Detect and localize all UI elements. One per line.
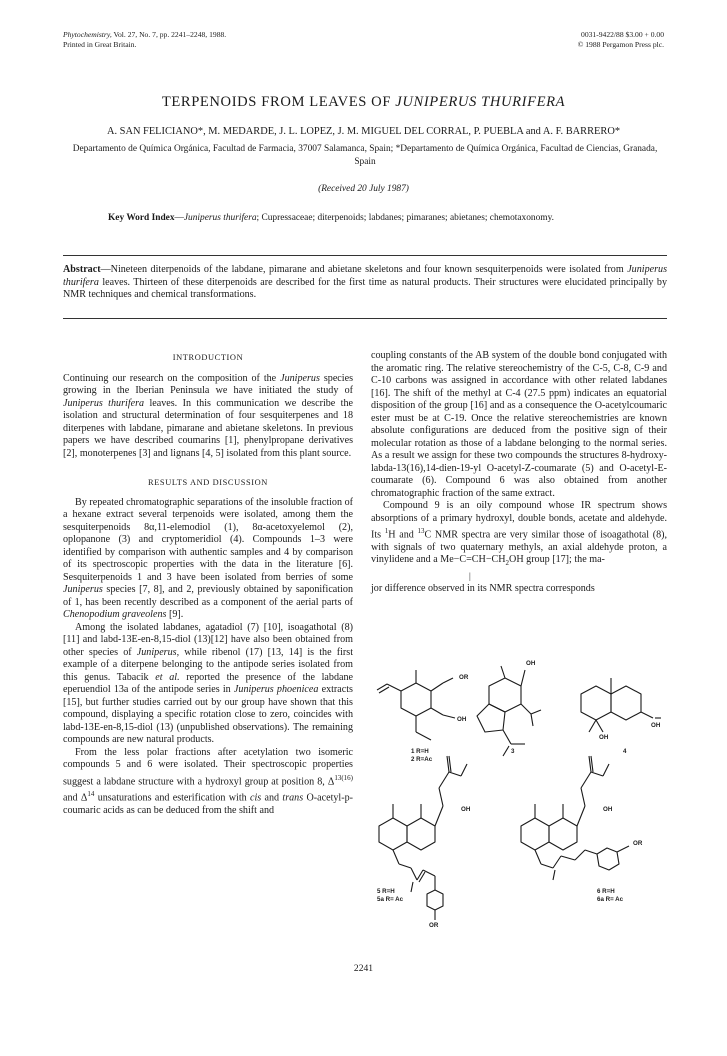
compound-3-label: 3 (511, 748, 515, 755)
author-list: A. SAN FELICIANO*, M. MEDARDE, J. L. LOPEZ, J. M. MIGUEL DEL CORRAL, P. PUEBLA and A. F. BARRERO* (106, 126, 621, 137)
keyword-species: Juniperus thurifera (183, 213, 257, 223)
compound-1-label: 1 R=H (411, 748, 429, 755)
journal-citation: Vol. 27, No. 7, pp. 2241–2248, 1988. (111, 30, 227, 39)
label-oh-3: OH (526, 660, 536, 667)
results-paragraph-1: By repeated chromatographic separations of the insoluble fraction of a hexane extract several terpenoids were isolated, among them the sesquiterpenoids 8α,11-elemodiol (1), 8α-acetoxyelemol (2), oplopanone (3) and cryptomeridiol (4). Compounds 1–3 were identified by comparison with authentic samples and 4 by comparison of its spectroscopic properties with the data in the literature [6]. Sesquiterpenoids 1 and 3 have been isolated from berries of some Juniperus species [7, 8], and 2, previously obtained by saponification of 1, has been recently described as a component of the aerial parts of Chenopodium graveolens [9]. (63, 496, 353, 620)
structure-figure (371, 656, 667, 946)
label-or-6: OR (633, 840, 643, 847)
right-paragraph-1: coupling constants of the AB system of the double bond conjugated with the aromatic ring. The relative stereochemistry of the C-5, C-8, C-9 and C-10 carbons was assigned in accordance with other related labdanes [16]. The shift of the methyl at C-4 (27.5 ppm) indicates an equatorial disposition of the group [16] and as a consequence the O-acetylcoumaric ester must be at C-19. Once the relative stereochemistries are known absolute configurations are deduced from the positive sign of their molecular rotation as those of a labdane belonging to the normal series. As a result we assign for these two compounds the structures 8-hydroxy-labda-13(16),14-dien-19-yl O-acetyl-Z-coumarate (5) and O-acetyl-E-coumarate (6). Compound 6 was also obtained from another chromatographic fraction of the same extract. (371, 350, 667, 499)
compound-6-label: 6 R=H (597, 888, 615, 895)
right-paragraph-2-cont: | (469, 570, 471, 581)
abstract (63, 264, 667, 302)
right-column (371, 350, 667, 596)
copyright: © 1988 Pergamon Press plc. (577, 39, 664, 49)
abstract-species: Juniperus thurifera (63, 264, 667, 288)
printed-note: Printed in Great Britain. (63, 39, 137, 49)
structure-3 (477, 666, 541, 756)
results-paragraph-2: Among the isolated labdanes, agatadiol (7) [10], isoagathotal (8) [11] and labd-13E-en-8,15-diol (13)[12] have also been obtained from other species of Juniperus, while ribenol (17) [13, 14] is the first example of a diterpene belonging to the antipode series isolated from this genus. Tabacik et al. reported the presence of the labdane eperuendiol 13a of the antipode series in Juniperus phoenicea extracts [15], but further studies carried out by our group have shown that this compound, displaying a specific rotation close to zero, coincides with labd-13E-en-8,15-diol (13) (unpublished observations). The remaining compounds are new natural products. (63, 621, 353, 745)
running-header-right (578, 30, 664, 49)
compound-5-label: 5 R=H (377, 888, 395, 895)
results-paragraph-3: From the less polar fractions after acetylation two isomeric compounds 5 and 6 were isolated. Their spectroscopic properties suggest a labdane structure with a hydroxyl group at position 8, $\Delta^{13(16)}$ and $\Delta^{14}$ unsaturations and esterification with cis and trans O-acetyl-p-coumaric acids as can be deduced from the shift and (63, 746, 353, 817)
right-paragraph-2: Compound 9 is an oily compound whose IR spectrum shows absorptions of a primary hydroxyl, double bonds, acetate and aldehyde. Its $^1$H and $^{13}$C NMR spectra are very similar those of isoagathotal (8), with signals of two quaternary methyls, an axial aldehyde proton, a vinylidene and a $Me-C=CH-CH_2OH$ group [17]; the ma- (371, 500, 668, 568)
abstract-rule-top (63, 255, 667, 256)
label-oh-4b: OH (651, 722, 661, 729)
compound-6a-label: 6a R= Ac (597, 896, 624, 903)
title-main: TERPENOIDS FROM LEAVES OF (161, 94, 396, 110)
abstract-text-2: leaves. Thirteen of these diterpenoids are described for the first time as natural products. Their structures were elucidated principally by NMR techniques and chemical transformations. (63, 276, 667, 301)
results-heading: RESULTS AND DISCUSSION (148, 478, 268, 487)
article-title (0, 94, 727, 111)
introduction-heading: INTRODUCTION (172, 353, 244, 362)
compound-2-label: 2 R=Ac (411, 756, 433, 763)
label-oh-1: OH (457, 716, 467, 723)
structure-4 (581, 678, 653, 732)
structure-1 (377, 670, 453, 740)
abstract-text-1: —Nineteen diterpenoids of the labdane, pimarane and abietane skeletons and four known sesquiterpenoids were isolated from (100, 264, 628, 275)
label-oh-6: OH (603, 806, 613, 813)
running-header-left (63, 30, 226, 49)
received-date: (Received 20 July 1987) (318, 184, 409, 194)
keyword-rest: ; Cupressaceae; diterpenoids; labdanes; pimaranes; abietanes; chemotaxonomy. (256, 213, 555, 223)
affiliation: Departamento de Química Orgánica, Facultad de Farmacia, 37007 Salamanca, Spain; *Departamento de Química Orgánica, Facultad de Ciencias, Granada, Spain (72, 144, 658, 167)
label-or-5: OR (429, 922, 439, 929)
keyword-label: Key Word Index (108, 213, 175, 223)
label-or-1: OR (459, 674, 469, 681)
label-oh-4a: OH (599, 734, 609, 741)
compound-5a-label: 5a R= Ac (377, 896, 404, 903)
title-species: JUNIPERUS THURIFERA (395, 94, 566, 110)
right-paragraph-2-end: jor difference observed in its NMR spectra corresponds (371, 583, 595, 595)
issn: 0031-9422/88 $3.00 + 0.00 (581, 30, 664, 39)
keyword-index (108, 212, 628, 225)
page-number: 2241 (353, 963, 374, 974)
abstract-rule-bottom (63, 318, 667, 319)
structure-6 (521, 756, 629, 880)
journal-name: Phytochemistry, (63, 30, 112, 39)
left-column (63, 352, 353, 818)
abstract-label: Abstract (63, 264, 101, 275)
label-oh-5: OH (461, 806, 471, 813)
intro-paragraph: Continuing our research on the composition of the Juniperus species growing in the Iberian Peninsula we have initiated the study of Juniperus thurifera leaves. In this communication we describe the isolation and structural determination of four sesquiterpenes and 18 diterpenes with labdane, pimarane and abietane skeletons. In previous papers we have described coumarins [1], phenylpropane derivatives [2], monoterpenes [3] and lignans [4, 5] isolated from this plant source. (63, 372, 353, 459)
keyword-dash: — (174, 213, 184, 223)
compound-4-label: 4 (623, 748, 627, 755)
